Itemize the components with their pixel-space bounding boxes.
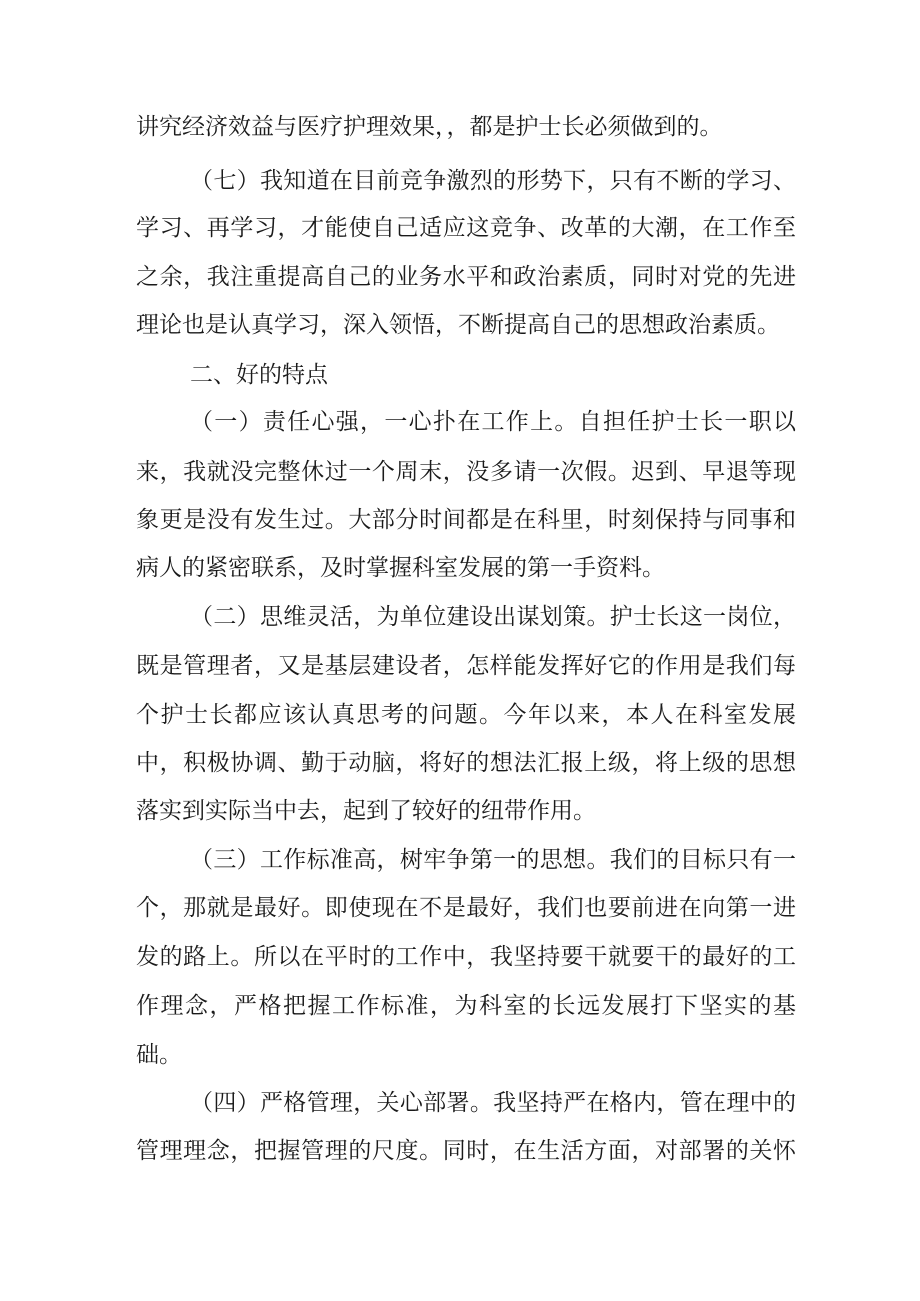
text-line: 理论也是认真学习，深入领悟，不断提高自己的思想政治素质。 [136,312,780,338]
text-line: 作理念，严格把握工作标准，为科室的长远发展打下坚实的基 [136,993,796,1019]
text-line: 既是管理者，又是基层建设者，怎样能发挥好它的作用是我们每 [136,653,796,679]
text-line: 象更是没有发生过。大部分时间都是在科里，时刻保持与同事和 [136,507,796,533]
text-line: 中，积极协调、勤于动脑，将好的想法汇报上级，将上级的思想 [136,750,796,776]
text-line: 之余，我注重提高自己的业务水平和政治素质，同时对党的先进 [136,264,796,290]
paragraph-start-line: （一）责任心强，一心扑在工作上。自担任护士长一职以 [190,409,796,435]
text-line: 学习、再学习，才能使自己适应这竞争、改革的大潮，在工作至 [136,215,796,241]
paragraph-start-line: （七）我知道在目前竞争激烈的形势下，只有不断的学习、 [190,168,796,194]
text-line: 管理理念，把握管理的尺度。同时，在生活方面，对部署的关怀 [136,1138,796,1164]
paragraph-start-line: （三）工作标准高，树牢争第一的思想。我们的目标只有一 [190,847,796,873]
text-line: 个护士长都应该认真思考的问题。今年以来，本人在科室发展 [136,702,796,728]
paragraph-start-line: （二）思维灵活，为单位建设出谋划策。护士长这一岗位， [190,604,796,630]
text-line: 础。 [136,1042,182,1068]
text-line: 落实到实际当中去，起到了较好的纽带作用。 [136,798,596,824]
paragraph-start-line: （四）严格管理，关心部署。我坚持严在格内，管在理中的 [190,1090,796,1116]
text-line: 讲究经济效益与医疗护理效果，，都是护士长必须做到的。 [136,114,723,140]
section-heading: 二、好的特点 [190,362,328,388]
text-line: 病人的紧密联系，及时掌握科室发展的第一手资料。 [136,555,665,581]
text-line: 来，我就没完整休过一个周末，没多请一次假。迟到、早退等现 [136,459,796,485]
text-line: 个，那就是最好。即使现在不是最好，我们也要前进在向第一进 [136,895,796,921]
text-line: 发的路上。所以在平时的工作中，我坚持要干就要干的最好的工 [136,944,796,970]
